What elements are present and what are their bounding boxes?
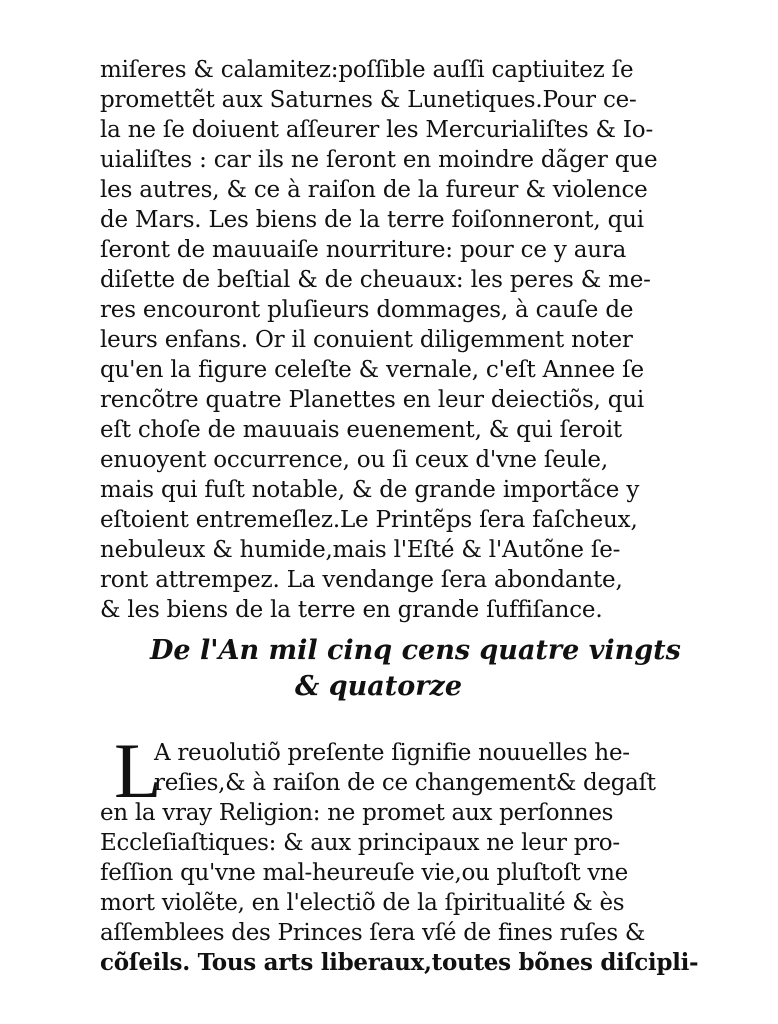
- text-line: leurs enfans. Or il conuient diligemment noter: [100, 327, 633, 353]
- text-line: uialiſtes : car ils ne ſeront en moindre dãger que: [100, 147, 658, 173]
- text-line: eſt choſe de mauuais euenement, & qui ſeroit: [100, 417, 622, 443]
- text-line: diſette de beſtial & de cheuaux: les peres & me-: [100, 267, 651, 293]
- text-line: res encouront pluſieurs dommages, à cauſe de: [100, 297, 634, 323]
- text-line: eſtoient entremeſlez.Le Printẽps ſera faſcheux,: [100, 507, 638, 533]
- text-line: reſies,& à raiſon de ce changement& degaſt: [154, 770, 656, 796]
- text-line: mais qui fuſt notable, & de grande importãce y: [100, 477, 640, 503]
- text-line: miſeres & calamitez:poſſible auſſi captiuitez ſe: [100, 57, 634, 83]
- text-line: qu'en la figure celeſte & vernale, c'eſt Annee ſe: [100, 357, 644, 383]
- text-line: en la vray Religion: ne promet aux perſonnes: [100, 800, 614, 826]
- text-line: Eccleſiaſtiques: & aux principaux ne leur pro-: [100, 830, 620, 856]
- text-line: enuoyent occurrence, ou ſi ceux d'vne ſeule,: [100, 447, 608, 473]
- text-line: & les biens de la terre en grande ſuffiſance.: [100, 597, 603, 623]
- heading-line-1: De l'An mil cinq cens quatre vingts: [150, 635, 681, 666]
- text-line: A reuolutiõ preſente ſignifie nouuelles he-: [154, 740, 630, 766]
- text-line: nebuleux & humide,mais l'Eſté & l'Autõne ſe-: [100, 537, 621, 563]
- drop-cap-letter: L: [114, 727, 162, 814]
- text-line: aſſemblees des Princes ſera vſé de fines ruſes &: [100, 920, 646, 946]
- text-line: feſſion qu'vne mal-heureuſe vie,ou pluſtoſt vne: [100, 860, 628, 886]
- text-line: rencõtre quatre Planettes en leur deiectiõs, qui: [100, 387, 645, 413]
- text-line: les autres, & ce à raiſon de la fureur & violence: [100, 177, 648, 203]
- text-line: ſeront de mauuaiſe nourriture: pour ce y aura: [100, 237, 627, 263]
- text-line: mort violẽte, en l'electiõ de la ſpiritualité & ès: [100, 890, 625, 916]
- text-line: promettẽt aux Saturnes & Lunetiques.Pour ce-: [100, 87, 637, 113]
- text-line: cõſeils. Tous arts liberaux,toutes bõnes diſcipli-: [100, 949, 699, 976]
- heading-line-2: & quatorze: [295, 671, 462, 702]
- text-line: la ne ſe doiuent aſſeurer les Mercurialiſtes & Io-: [100, 117, 654, 143]
- paragraph-bottom: [100, 727, 699, 978]
- paragraph-top: [100, 55, 660, 625]
- text-line: ront attrempez. La vendange ſera abondante,: [100, 567, 623, 593]
- text-line: de Mars. Les biens de la terre foiſonneront, qui: [100, 207, 644, 233]
- section-heading: [150, 633, 681, 705]
